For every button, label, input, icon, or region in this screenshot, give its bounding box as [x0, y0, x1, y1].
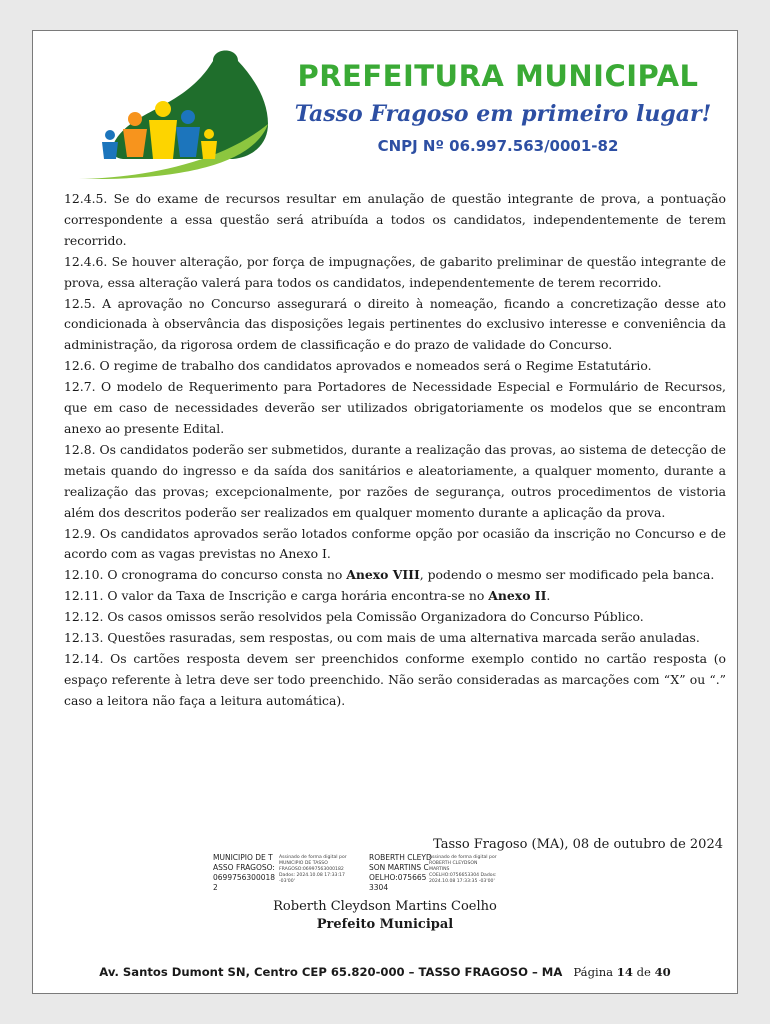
- paragraph: [64, 189, 726, 252]
- paragraph: [64, 524, 726, 566]
- paragraph-text: 12.13. Questões rasuradas, sem respostas, ou com mais de uma alternativa marcada serão anuladas.: [64, 630, 700, 646]
- paragraph: [64, 294, 726, 357]
- footer-address: Av. Santos Dumont SN, Centro CEP 65.820-000 – TASSO FRAGOSO – MA: [99, 965, 563, 979]
- signature-detail: Assinado de forma digital por MUNICIPIO DE TASSO FRAGOSO:06997563000182 Dados: 2024.10.08 17:33:17 -03'00': [279, 855, 347, 884]
- page-total: 40: [654, 965, 671, 979]
- paragraph-text: 12.8. Os candidatos poderão ser submetidos, durante a realização das provas, ao sistema de detecção de metais quando do ingresso e da saída dos sanitários e aleatoriamente, a qualquer momento, durante a realização das provas; excepcionalmente, por razões de segurança, outros procedimentos de vistoria além dos descritos poderão ser realizados em qualquer momento durante a aplicação da prova.: [64, 441, 726, 520]
- signature-name: ROBERTH CLEYDSON MARTINS COELHO:075665 3304: [369, 853, 432, 892]
- signature-detail: Assinado de forma digital por ROBERTH CLEYDSON MARTINS COELHO:0756653304 Dados: 2024.10.08 17:33:35 -03'00': [429, 855, 497, 884]
- paragraph-text: .: [546, 588, 551, 604]
- paragraph-text: 12.5. A aprovação no Concurso assegurará o direito à nomeação, ficando a concretização desse ato condicionada à observância das disposições legais pertinentes do exclusivo interesse e conveniência da administração, da rigorosa ordem de classificação e do prazo de validade do Concurso.: [64, 295, 726, 353]
- paragraph-text: 12.7. O modelo de Requerimento para Portadores de Necessidade Especial e Formulário de Recursos, que em caso de necessidades deverão ser utilizados obrigatoriamente os modelos que se encontram anexo ao presente Edital.: [64, 379, 726, 436]
- paragraph-text: 12.12. Os casos omissos serão resolvidos pela Comissão Organizadora do Concurso Público.: [64, 609, 644, 625]
- page-number: 14: [616, 965, 633, 979]
- letterhead: [33, 31, 737, 181]
- paragraph-text: 12.9. Os candidatos aprovados serão lotados conforme opção por ocasião da inscrição no Concurso e de acordo com as vagas previstas no Anexo I.: [64, 525, 726, 562]
- paragraph-text: 12.6. O regime de trabalho dos candidatos aprovados e nomeados será o Regime Estatutário.: [64, 358, 652, 374]
- document-page: [32, 30, 738, 994]
- signature-name: MUNICIPIO DE TASSO FRAGOSO:06997563000182: [213, 853, 276, 892]
- signer-name: Roberth Cleydson Martins Coelho: [273, 899, 497, 914]
- page-of: de: [636, 965, 651, 979]
- document-body: [64, 189, 726, 712]
- paragraph-bold-text: Anexo VIII: [346, 567, 420, 583]
- header-slogan: Tasso Fragoso em primeiro lugar!: [294, 101, 712, 127]
- header-title: PREFEITURA MUNICIPAL: [297, 59, 699, 93]
- paragraph-text: 12.14. Os cartões resposta devem ser preenchidos conforme exemplo contido no cartão resposta (o espaço referente à letra deve ser todo preenchido. Não serão consideradas as marcações com “X” ou “.” caso a leitora não faça a leitura automática).: [64, 650, 726, 708]
- paragraph: [64, 565, 726, 586]
- paragraph-text: 12.4.5. Se do exame de recursos resultar em anulação de questão integrante de prova, a pontuação correspondente a essa questão será atribuída a todos os candidatos, independentemente de terem recorrido.: [64, 191, 726, 248]
- paragraph-text: , podendo o mesmo ser modificado pela banca.: [419, 567, 715, 583]
- paragraph-text: 12.11. O valor da Taxa de Inscrição e carga horária encontra-se no: [64, 588, 489, 604]
- date-line: Tasso Fragoso (MA), 08 de outubro de 2024: [433, 837, 723, 852]
- paragraph: [64, 586, 726, 607]
- page-label: Página: [573, 965, 614, 979]
- paragraph: [64, 628, 726, 649]
- municipal-logo-icon: [63, 39, 293, 179]
- paragraph: [64, 649, 726, 712]
- paragraph: [64, 252, 726, 294]
- header-cnpj: CNPJ Nº 06.997.563/0001-82: [377, 137, 619, 155]
- paragraph: [64, 356, 726, 377]
- paragraph: [64, 607, 726, 628]
- paragraph: [64, 440, 726, 524]
- paragraph-bold-text: Anexo II: [488, 588, 547, 604]
- page-indicator: [566, 965, 671, 979]
- paragraph: [64, 377, 726, 440]
- page-footer: [33, 965, 737, 979]
- paragraph-text: 12.4.6. Se houver alteração, por força de impugnações, de gabarito preliminar de questão integrante de prova, essa alteração valerá para todos os candidatos, independentemente de terem recorrido.: [64, 253, 726, 290]
- paragraph-text: 12.10. O cronograma do concurso consta no: [64, 567, 347, 583]
- signer-role: Prefeito Municipal: [316, 917, 454, 932]
